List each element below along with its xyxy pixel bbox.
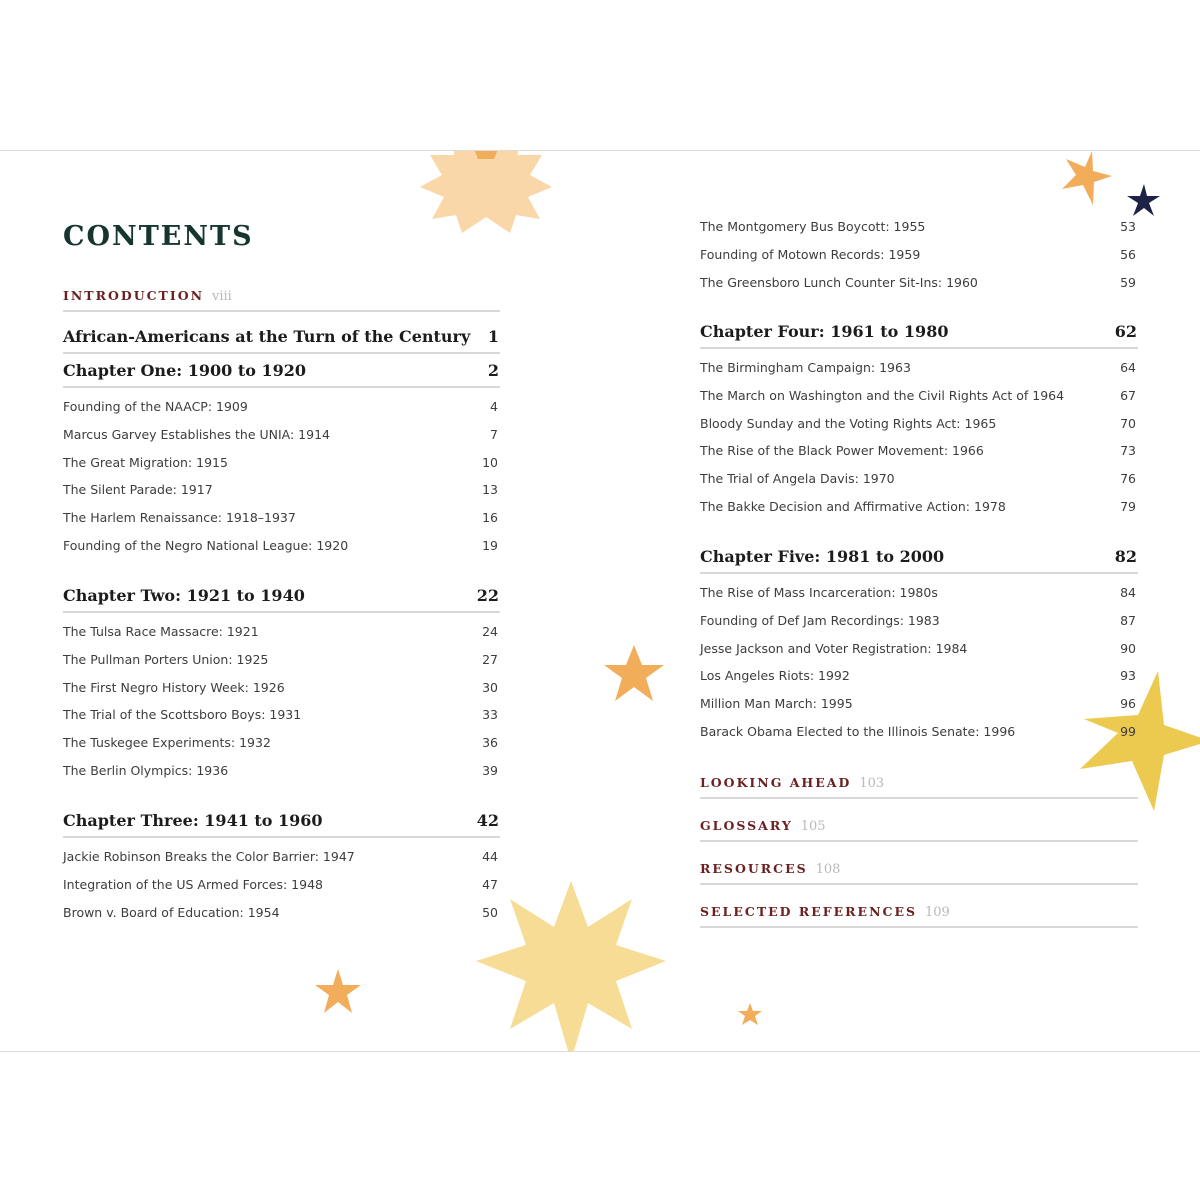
toc-entry[interactable] [700, 360, 1138, 388]
entry-page: 93 [1120, 668, 1136, 684]
entry-title: Founding of the Negro National League: 1920 [63, 537, 349, 553]
section-label: RESOURCES [700, 861, 808, 876]
chapter-entry-list [700, 219, 1138, 302]
section-label: LOOKING AHEAD [700, 775, 852, 790]
entry-page: 99 [1120, 723, 1136, 739]
page-title: CONTENTS [63, 221, 254, 252]
entry-title: Founding of the NAACP: 1909 [63, 399, 248, 414]
entry-page: 27 [482, 651, 498, 667]
entry-page: 19 [482, 537, 498, 553]
entry-page: 10 [482, 454, 498, 470]
entry-title: The Bakke Decision and Affirmative Action: 1978 [700, 498, 1006, 514]
chapter-title: Chapter Three: 1941 to 1960 [63, 811, 323, 830]
entry-page: 24 [482, 624, 498, 639]
entry-title: Jesse Jackson and Voter Registration: 1984 [700, 640, 968, 656]
orange-star-icon [604, 645, 666, 703]
toc-entry[interactable] [63, 510, 500, 538]
chapter-page: 2 [487, 361, 499, 380]
chapter-entry-list [63, 399, 500, 566]
toc-entry[interactable] [63, 624, 500, 652]
toc-entry[interactable] [700, 443, 1138, 471]
entry-title: The Berlin Olympics: 1936 [63, 762, 229, 778]
chapter-heading[interactable] [700, 547, 1138, 574]
toc-entry[interactable] [700, 724, 1138, 752]
toc-looking-ahead[interactable] [700, 775, 1138, 799]
toc-entry[interactable] [700, 247, 1138, 275]
entry-title: The Great Migration: 1915 [63, 454, 228, 470]
chapter-heading[interactable] [63, 586, 500, 613]
entry-title: The Harlem Renaissance: 1918–1937 [63, 510, 296, 526]
entry-title: The Silent Parade: 1917 [63, 482, 213, 498]
chapter-title: Chapter Five: 1981 to 2000 [700, 547, 945, 566]
entry-page: 30 [482, 679, 498, 695]
entry-title: The First Negro History Week: 1926 [63, 679, 285, 695]
toc-resources[interactable] [700, 861, 1138, 885]
entry-title: Jackie Robinson Breaks the Color Barrier: 1947 [63, 849, 355, 864]
chapter-page: 22 [476, 586, 499, 605]
entry-title: Bloody Sunday and the Voting Rights Act: 1965 [700, 415, 997, 431]
toc-entry[interactable] [63, 482, 500, 510]
section-label: SELECTED REFERENCES [700, 904, 918, 919]
entry-page: 76 [1120, 471, 1136, 487]
entry-page: 79 [1120, 498, 1136, 514]
peach-starburst-icon [400, 150, 572, 233]
entry-page: 56 [1120, 246, 1136, 262]
section-page: viii [212, 289, 232, 304]
entry-title: The Tulsa Race Massacre: 1921 [63, 624, 259, 639]
section-page: 109 [925, 905, 950, 920]
toc-entry[interactable] [63, 849, 500, 877]
chapter-entry-list [700, 360, 1138, 527]
part-title: African-Americans at the Turn of the Century [63, 327, 471, 346]
entry-page: 53 [1120, 219, 1136, 234]
entry-title: Marcus Garvey Establishes the UNIA: 1914 [63, 426, 330, 442]
chapter-page: 42 [476, 811, 499, 830]
entry-page: 64 [1120, 360, 1136, 375]
entry-page: 87 [1120, 612, 1136, 628]
section-label: INTRODUCTION [63, 288, 205, 303]
chapter-title: Chapter Four: 1961 to 1980 [700, 322, 949, 341]
toc-entry[interactable] [63, 652, 500, 680]
entry-title: The March on Washington and the Civil Rights Act of 1964 [700, 387, 1065, 403]
toc-entry[interactable] [63, 538, 500, 566]
entry-page: 47 [482, 876, 498, 892]
entry-page: 59 [1120, 274, 1136, 290]
part-page: 1 [487, 327, 499, 346]
chapter-page: 82 [1114, 547, 1137, 566]
entry-page: 36 [482, 735, 498, 751]
pale-yellow-starburst-icon [476, 881, 666, 1052]
chapter-title: Chapter Two: 1921 to 1940 [63, 586, 305, 605]
entry-title: The Trial of Angela Davis: 1970 [700, 471, 895, 487]
toc-entry[interactable] [63, 735, 500, 763]
chapter-page: 62 [1114, 322, 1137, 341]
chapter-entry-list [63, 849, 500, 932]
section-label: GLOSSARY [700, 818, 793, 833]
toc-entry[interactable] [63, 763, 500, 791]
entry-title: The Birmingham Campaign: 1963 [700, 360, 911, 375]
entry-page: 67 [1120, 387, 1136, 403]
toc-entry[interactable] [700, 275, 1138, 303]
book-spread [0, 150, 1200, 1052]
entry-page: 16 [482, 510, 498, 526]
chapter-entry-list [700, 585, 1138, 752]
entry-page: 70 [1120, 415, 1136, 431]
section-page: 108 [815, 862, 841, 877]
orange-star-icon [738, 1003, 762, 1027]
toc-glossary[interactable] [700, 818, 1138, 842]
navy-star-icon [1126, 184, 1160, 218]
toc-entry[interactable] [63, 427, 500, 455]
entry-title: The Montgomery Bus Boycott: 1955 [700, 219, 926, 234]
toc-entry[interactable] [63, 399, 500, 427]
entry-page: 44 [482, 849, 498, 864]
toc-entry[interactable] [700, 668, 1138, 696]
entry-page: 4 [490, 399, 498, 414]
toc-entry[interactable] [700, 613, 1138, 641]
section-page: 105 [800, 819, 826, 834]
toc-entry[interactable] [700, 696, 1138, 724]
entry-page: 13 [482, 482, 498, 498]
toc-entry[interactable] [700, 388, 1138, 416]
entry-title: The Pullman Porters Union: 1925 [63, 651, 269, 667]
toc-introduction[interactable] [63, 288, 500, 312]
entry-title: Founding of Def Jam Recordings: 1983 [700, 612, 940, 628]
toc-part-heading[interactable] [63, 327, 500, 354]
entry-title: The Greensboro Lunch Counter Sit-Ins: 1960 [700, 274, 978, 290]
entry-title: The Trial of the Scottsboro Boys: 1931 [63, 707, 302, 723]
entry-title: The Tuskegee Experiments: 1932 [63, 735, 271, 751]
toc-selected-references[interactable] [700, 904, 1138, 928]
entry-title: Founding of Motown Records: 1959 [700, 246, 921, 262]
toc-entry[interactable] [700, 585, 1138, 613]
section-page: 103 [859, 776, 885, 791]
entry-title: Million Man March: 1995 [700, 696, 853, 712]
toc-entry[interactable] [63, 905, 500, 933]
chapter-entry-list [63, 624, 500, 791]
entry-title: Integration of the US Armed Forces: 1948 [63, 876, 323, 892]
chapter-heading[interactable] [63, 361, 500, 388]
toc-entry[interactable] [700, 219, 1138, 247]
toc-entry[interactable] [63, 707, 500, 735]
entry-title: Barack Obama Elected to the Illinois Senate: 1996 [700, 723, 1016, 739]
toc-entry[interactable] [700, 471, 1138, 499]
entry-title: Brown v. Board of Education: 1954 [63, 904, 280, 920]
toc-entry[interactable] [63, 877, 500, 905]
entry-page: 84 [1120, 585, 1136, 600]
entry-page: 33 [482, 707, 498, 723]
toc-entry[interactable] [700, 641, 1138, 669]
entry-page: 90 [1120, 640, 1136, 656]
entry-page: 39 [482, 762, 498, 778]
toc-entry[interactable] [700, 416, 1138, 444]
entry-page: 7 [490, 426, 498, 442]
entry-title: The Rise of Mass Incarceration: 1980s [700, 585, 938, 600]
toc-entry[interactable] [63, 455, 500, 483]
entry-title: Los Angeles Riots: 1992 [700, 668, 850, 684]
entry-title: The Rise of the Black Power Movement: 1966 [700, 443, 984, 459]
entry-page: 50 [482, 904, 498, 920]
chapter-heading[interactable] [700, 322, 1138, 349]
entry-page: 96 [1120, 696, 1136, 712]
toc-entry[interactable] [700, 499, 1138, 527]
chapter-heading[interactable] [63, 811, 500, 838]
toc-entry[interactable] [63, 680, 500, 708]
entry-page: 73 [1120, 443, 1136, 459]
orange-star-icon [314, 969, 362, 1015]
orange-star-icon [1058, 151, 1114, 207]
chapter-title: Chapter One: 1900 to 1920 [63, 361, 306, 380]
